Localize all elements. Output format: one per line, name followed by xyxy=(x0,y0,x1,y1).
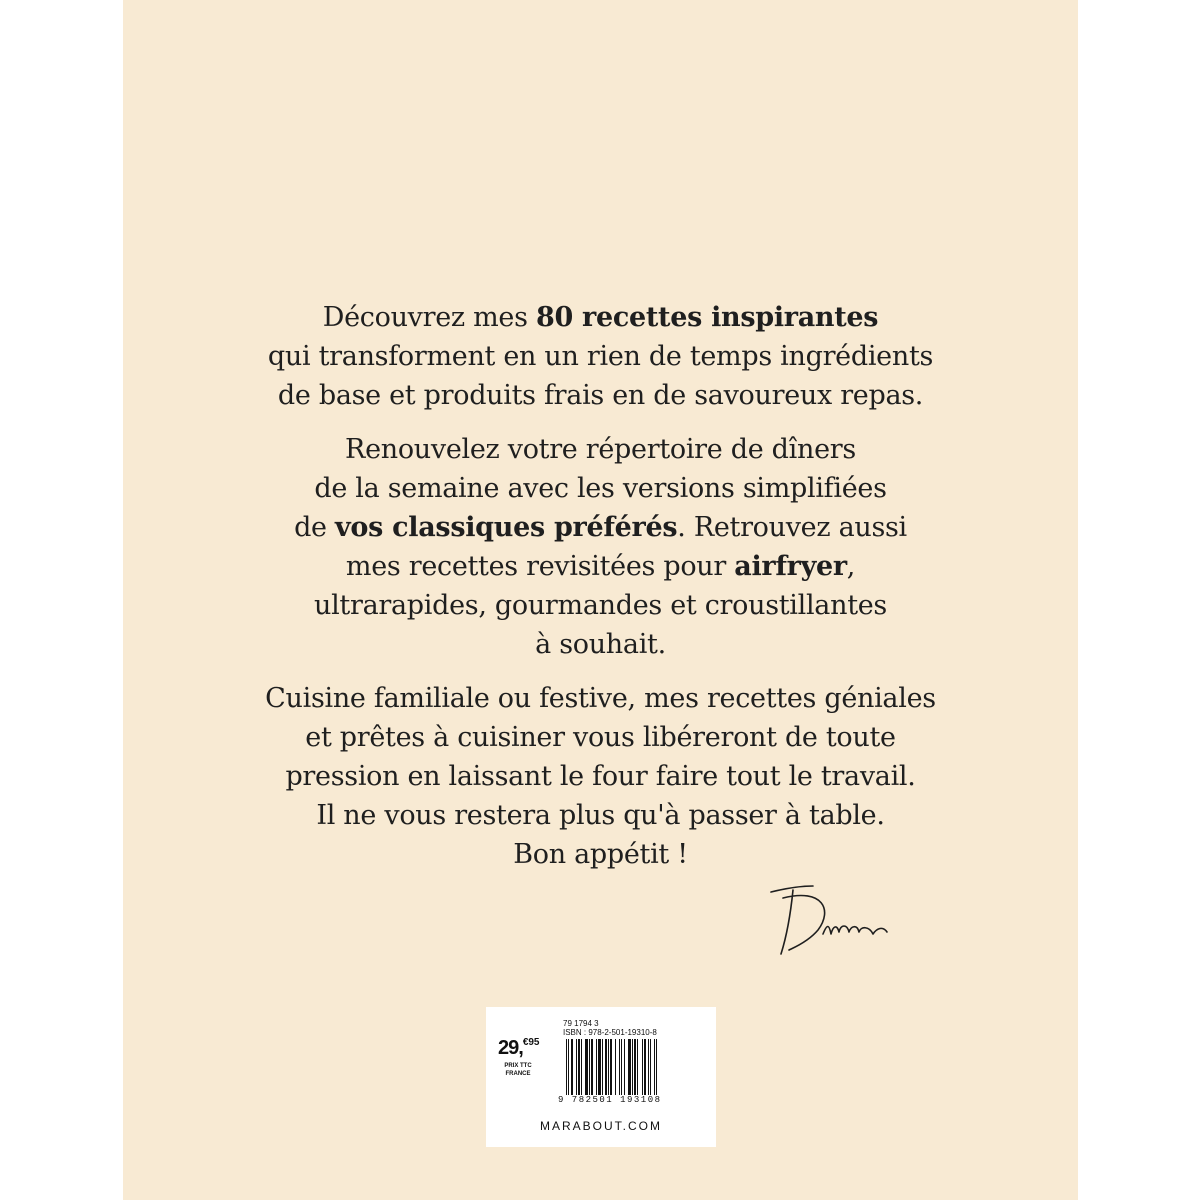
text-segment: de xyxy=(294,512,336,543)
blurb-line: Cuisine familiale ou festive, mes recettes géniales xyxy=(265,683,936,714)
bold-text-segment: 80 recettes inspirantes xyxy=(535,302,879,333)
blurb-line xyxy=(123,298,1078,337)
price-currency: € xyxy=(522,1037,529,1048)
blurb-line: Renouvelez votre répertoire de dîners xyxy=(345,434,856,465)
product-codes xyxy=(563,1019,657,1037)
text-segment: . Retrouvez aussi xyxy=(677,512,907,543)
barcode-label xyxy=(486,1007,716,1147)
book-back-cover xyxy=(123,0,1078,1200)
blurb-paragraph-2 xyxy=(123,430,1078,664)
blurb-line: Il ne vous restera plus qu'à passer à table. xyxy=(316,800,885,831)
price-label-country: FRANCE xyxy=(505,1071,531,1077)
price-cents: 95 xyxy=(528,1037,540,1048)
price-tag xyxy=(498,1037,538,1078)
price-main: 29, xyxy=(498,1037,523,1059)
text-segment: , xyxy=(846,551,856,582)
internal-code: 79 1794 3 xyxy=(563,1019,599,1028)
blurb-line: pression en laissant le four faire tout le travail. xyxy=(285,761,916,792)
blurb-paragraph-3 xyxy=(123,679,1078,874)
ean-digits: 9 782501 193108 xyxy=(558,1095,662,1105)
blurb-line: ultrarapides, gourmandes et croustillantes xyxy=(314,590,887,621)
blurb-paragraph-1 xyxy=(123,298,1078,415)
blurb-line xyxy=(123,547,1078,586)
publisher-website: MARABOUT.COM xyxy=(539,1119,662,1133)
text-segment: Découvrez mes xyxy=(322,302,536,333)
price-cents-group xyxy=(523,1037,540,1048)
text-segment: mes recettes revisitées pour xyxy=(345,551,735,582)
blurb-line: à souhait. xyxy=(535,629,666,660)
blurb-text xyxy=(123,298,1078,889)
blurb-line: de la semaine avec les versions simplifiées xyxy=(314,473,887,504)
blurb-line: et prêtes à cuisiner vous libéreront de toute xyxy=(305,722,896,753)
blurb-line: Bon appétit ! xyxy=(513,839,688,870)
bold-text-segment: airfryer xyxy=(734,551,847,582)
author-signature xyxy=(763,880,923,960)
bold-text-segment: vos classiques préférés xyxy=(335,512,678,543)
barcode-bars xyxy=(566,1039,706,1095)
isbn-number: ISBN : 978-2-501-19310-8 xyxy=(563,1028,657,1037)
blurb-line: qui transforment en un rien de temps ingrédients xyxy=(267,341,934,372)
price-label-ttc: PRIX TTC xyxy=(504,1063,532,1069)
blurb-line xyxy=(123,508,1078,547)
blurb-line: de base et produits frais en de savoureux repas. xyxy=(277,380,924,411)
barcode-stripe xyxy=(656,1039,657,1095)
